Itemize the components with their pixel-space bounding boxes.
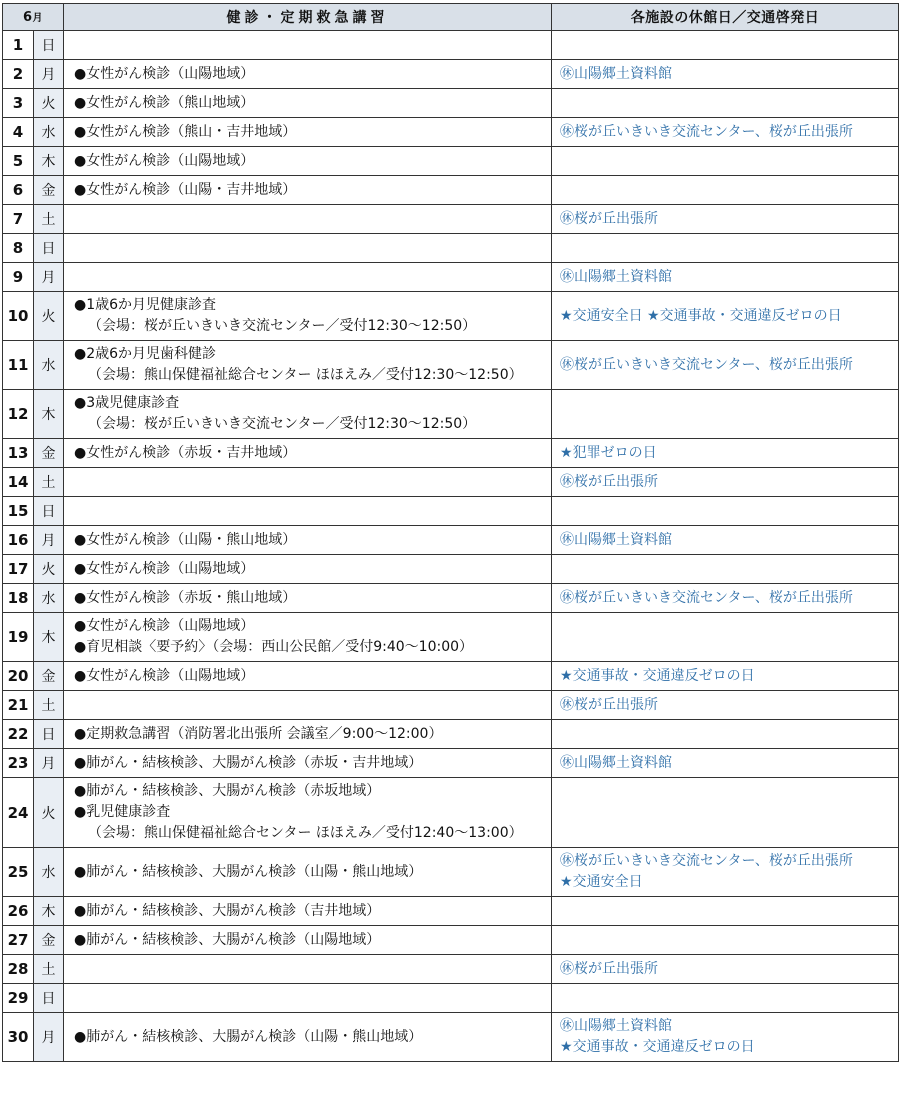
table-row (3, 1013, 899, 1062)
events-cell (64, 292, 552, 341)
table-row (3, 89, 899, 118)
events-cell (64, 60, 552, 89)
facilities-cell (552, 691, 899, 720)
facilities-cell (552, 984, 899, 1013)
facility-line: ㊡桜が丘いきいき交流センター、桜が丘出張所 (560, 123, 853, 140)
events-cell (64, 205, 552, 234)
table-row (3, 468, 899, 497)
facility-line: ㊡桜が丘出張所 (560, 696, 659, 713)
weekday-cell: 水 (34, 341, 64, 390)
day-cell: 22 (3, 720, 34, 749)
facility-line: ㊡山陽郷土資料館 (560, 65, 673, 82)
table-row (3, 691, 899, 720)
weekday-cell: 土 (34, 468, 64, 497)
weekday-cell: 日 (34, 984, 64, 1013)
facilities-cell (552, 897, 899, 926)
day-cell: 1 (3, 31, 34, 60)
event-line: ●1歳6か月児健康診査 (74, 297, 217, 313)
events-cell (64, 439, 552, 468)
table-row (3, 118, 899, 147)
event-line: ●女性がん検診（山陽地域） (74, 560, 255, 577)
facilities-cell (552, 526, 899, 555)
day-cell: 10 (3, 292, 34, 341)
facilities-cell (552, 292, 899, 341)
day-cell: 16 (3, 526, 34, 555)
events-header: 健診・定期救急講習 (64, 4, 552, 31)
weekday-cell: 月 (34, 263, 64, 292)
events-cell (64, 691, 552, 720)
event-line: ●女性がん検診（熊山地域） (74, 94, 255, 111)
facilities-cell (552, 778, 899, 848)
facility-line: ★交通事故・交通違反ゼロの日 (560, 667, 755, 684)
facilities-cell (552, 147, 899, 176)
weekday-cell: 木 (34, 147, 64, 176)
weekday-cell: 金 (34, 439, 64, 468)
event-line: ●肺がん・結核検診、大腸がん検診（山陽・熊山地域） (74, 1028, 423, 1045)
event-line: ●定期救急講習（消防署北出張所 会議室／9:00～12:00） (74, 725, 443, 742)
weekday-cell: 金 (34, 176, 64, 205)
day-cell: 5 (3, 147, 34, 176)
table-row (3, 749, 899, 778)
day-cell: 20 (3, 662, 34, 691)
day-cell: 4 (3, 118, 34, 147)
table-row (3, 955, 899, 984)
day-cell: 19 (3, 613, 34, 662)
day-cell: 26 (3, 897, 34, 926)
events-cell (64, 118, 552, 147)
table-row (3, 147, 899, 176)
facilities-cell (552, 341, 899, 390)
event-line: ●女性がん検診（山陽地域） (74, 667, 255, 684)
day-cell: 7 (3, 205, 34, 234)
day-cell: 21 (3, 691, 34, 720)
events-cell (64, 662, 552, 691)
facilities-cell (552, 926, 899, 955)
facilities-cell (552, 234, 899, 263)
table-row (3, 897, 899, 926)
weekday-cell: 木 (34, 613, 64, 662)
weekday-cell: 水 (34, 584, 64, 613)
facilities-cell (552, 497, 899, 526)
events-cell (64, 89, 552, 118)
day-cell: 2 (3, 60, 34, 89)
table-row (3, 584, 899, 613)
event-line: ●乳児健康診査 (74, 804, 171, 820)
day-cell: 24 (3, 778, 34, 848)
facility-line: ㊡桜が丘いきいき交流センター、桜が丘出張所 (560, 356, 853, 373)
day-cell: 13 (3, 439, 34, 468)
table-row (3, 848, 899, 897)
facilities-cell (552, 89, 899, 118)
facility-line: ★交通安全日 ★交通事故・交通違反ゼロの日 (560, 307, 842, 324)
events-cell (64, 1013, 552, 1062)
events-cell (64, 897, 552, 926)
event-line: （会場：熊山保健福祉総合センター ほほえみ／受付12:30～12:50） (88, 367, 523, 383)
event-line: ●3歳児健康診査 (74, 395, 180, 411)
facility-line: ★犯罪ゼロの日 (560, 444, 657, 461)
table-row (3, 31, 899, 60)
weekday-cell: 土 (34, 955, 64, 984)
event-line: ●女性がん検診（山陽地域） (74, 65, 255, 82)
events-cell (64, 390, 552, 439)
facility-line: ㊡桜が丘出張所 (560, 210, 659, 227)
day-cell: 15 (3, 497, 34, 526)
day-cell: 28 (3, 955, 34, 984)
events-cell (64, 749, 552, 778)
weekday-cell: 火 (34, 292, 64, 341)
facility-line: ㊡桜が丘出張所 (560, 960, 659, 977)
weekday-cell: 金 (34, 926, 64, 955)
month-number: 6 (22, 10, 33, 25)
facility-line: ㊡山陽郷土資料館 (560, 754, 673, 771)
facility-line: ㊡桜が丘いきいき交流センター、桜が丘出張所 (560, 589, 853, 606)
weekday-cell: 火 (34, 778, 64, 848)
table-row (3, 205, 899, 234)
month-unit: 月 (32, 13, 44, 24)
events-cell (64, 926, 552, 955)
weekday-cell: 日 (34, 497, 64, 526)
facilities-cell (552, 1013, 899, 1062)
facilities-cell (552, 205, 899, 234)
table-row (3, 613, 899, 662)
facilities-cell (552, 613, 899, 662)
event-line: ●肺がん・結核検診、大腸がん検診（山陽・熊山地域） (74, 863, 423, 880)
table-row (3, 176, 899, 205)
events-cell (64, 263, 552, 292)
events-cell (64, 984, 552, 1013)
table-row (3, 662, 899, 691)
table-row (3, 234, 899, 263)
day-cell: 14 (3, 468, 34, 497)
day-cell: 30 (3, 1013, 34, 1062)
weekday-cell: 月 (34, 1013, 64, 1062)
event-line: ●肺がん・結核検診、大腸がん検診（吉井地域） (74, 902, 381, 919)
event-line: ●肺がん・結核検診、大腸がん検診（山陽地域） (74, 931, 381, 948)
facility-line: ★交通事故・交通違反ゼロの日 (560, 1039, 755, 1055)
facilities-cell (552, 118, 899, 147)
day-cell: 9 (3, 263, 34, 292)
event-line: ●女性がん検診（赤坂・吉井地域） (74, 444, 297, 461)
day-cell: 17 (3, 555, 34, 584)
event-line: ●女性がん検診（赤坂・熊山地域） (74, 589, 297, 606)
day-cell: 29 (3, 984, 34, 1013)
day-cell: 6 (3, 176, 34, 205)
table-row (3, 439, 899, 468)
event-line: ●女性がん検診（山陽・熊山地域） (74, 531, 297, 548)
facility-line: ㊡桜が丘いきいき交流センター、桜が丘出張所 (560, 853, 853, 869)
events-cell (64, 341, 552, 390)
weekday-cell: 土 (34, 205, 64, 234)
events-cell (64, 720, 552, 749)
day-cell: 18 (3, 584, 34, 613)
weekday-cell: 火 (34, 89, 64, 118)
events-cell (64, 955, 552, 984)
weekday-cell: 月 (34, 60, 64, 89)
event-line: ●女性がん検診（山陽地域） (74, 618, 255, 634)
facilities-cell (552, 749, 899, 778)
events-cell (64, 468, 552, 497)
facility-line: ㊡山陽郷土資料館 (560, 531, 673, 548)
events-cell (64, 234, 552, 263)
facilities-cell (552, 662, 899, 691)
events-cell (64, 778, 552, 848)
facilities-cell (552, 555, 899, 584)
day-cell: 11 (3, 341, 34, 390)
facility-line: ㊡桜が丘出張所 (560, 473, 659, 490)
facilities-cell (552, 848, 899, 897)
weekday-cell: 日 (34, 31, 64, 60)
day-cell: 3 (3, 89, 34, 118)
facilities-cell (552, 720, 899, 749)
day-cell: 8 (3, 234, 34, 263)
facilities-cell (552, 955, 899, 984)
table-row (3, 526, 899, 555)
weekday-cell: 金 (34, 662, 64, 691)
events-cell (64, 176, 552, 205)
event-line: （会場：桜が丘いきいき交流センター／受付12:30～12:50） (88, 318, 477, 334)
weekday-cell: 土 (34, 691, 64, 720)
weekday-cell: 日 (34, 234, 64, 263)
facilities-cell (552, 584, 899, 613)
table-row (3, 341, 899, 390)
events-cell (64, 526, 552, 555)
facilities-cell (552, 263, 899, 292)
facilities-cell (552, 468, 899, 497)
table-row (3, 497, 899, 526)
weekday-cell: 水 (34, 118, 64, 147)
event-line: （会場：桜が丘いきいき交流センター／受付12:30～12:50） (88, 416, 477, 432)
event-line: ●女性がん検診（熊山・吉井地域） (74, 123, 297, 140)
weekday-cell: 水 (34, 848, 64, 897)
event-line: （会場：熊山保健福祉総合センター ほほえみ／受付12:40～13:00） (88, 825, 523, 841)
weekday-cell: 月 (34, 526, 64, 555)
facility-line: ★交通安全日 (560, 874, 643, 890)
event-line: ●肺がん・結核検診、大腸がん検診（赤坂地域） (74, 783, 381, 799)
events-cell (64, 848, 552, 897)
day-cell: 27 (3, 926, 34, 955)
events-cell (64, 555, 552, 584)
table-row (3, 60, 899, 89)
facility-line: ㊡山陽郷土資料館 (560, 268, 673, 285)
facilities-cell (552, 60, 899, 89)
weekday-cell: 日 (34, 720, 64, 749)
day-cell: 23 (3, 749, 34, 778)
weekday-cell: 木 (34, 897, 64, 926)
facilities-cell (552, 439, 899, 468)
facility-line: ㊡山陽郷土資料館 (560, 1018, 673, 1034)
table-row (3, 263, 899, 292)
event-line: ●育児相談〈要予約〉（会場：西山公民館／受付9:40～10:00） (74, 639, 474, 655)
table-row (3, 778, 899, 848)
facilities-header: 各施設の休館日／交通啓発日 (552, 4, 899, 31)
table-row (3, 926, 899, 955)
events-cell (64, 31, 552, 60)
table-row (3, 390, 899, 439)
day-cell: 25 (3, 848, 34, 897)
table-row (3, 984, 899, 1013)
month-header (3, 4, 64, 31)
events-cell (64, 613, 552, 662)
event-line: ●肺がん・結核検診、大腸がん検診（赤坂・吉井地域） (74, 754, 423, 771)
facilities-cell (552, 176, 899, 205)
day-cell: 12 (3, 390, 34, 439)
table-row (3, 555, 899, 584)
event-line: ●女性がん検診（山陽地域） (74, 152, 255, 169)
events-cell (64, 497, 552, 526)
header-row (3, 4, 899, 31)
weekday-cell: 木 (34, 390, 64, 439)
table-row (3, 720, 899, 749)
events-cell (64, 147, 552, 176)
june-schedule-table (2, 3, 899, 1062)
facilities-cell (552, 390, 899, 439)
event-line: ●2歳6か月児歯科健診 (74, 346, 217, 362)
weekday-cell: 月 (34, 749, 64, 778)
facilities-cell (552, 31, 899, 60)
table-row (3, 292, 899, 341)
weekday-cell: 火 (34, 555, 64, 584)
events-cell (64, 584, 552, 613)
event-line: ●女性がん検診（山陽・吉井地域） (74, 181, 297, 198)
